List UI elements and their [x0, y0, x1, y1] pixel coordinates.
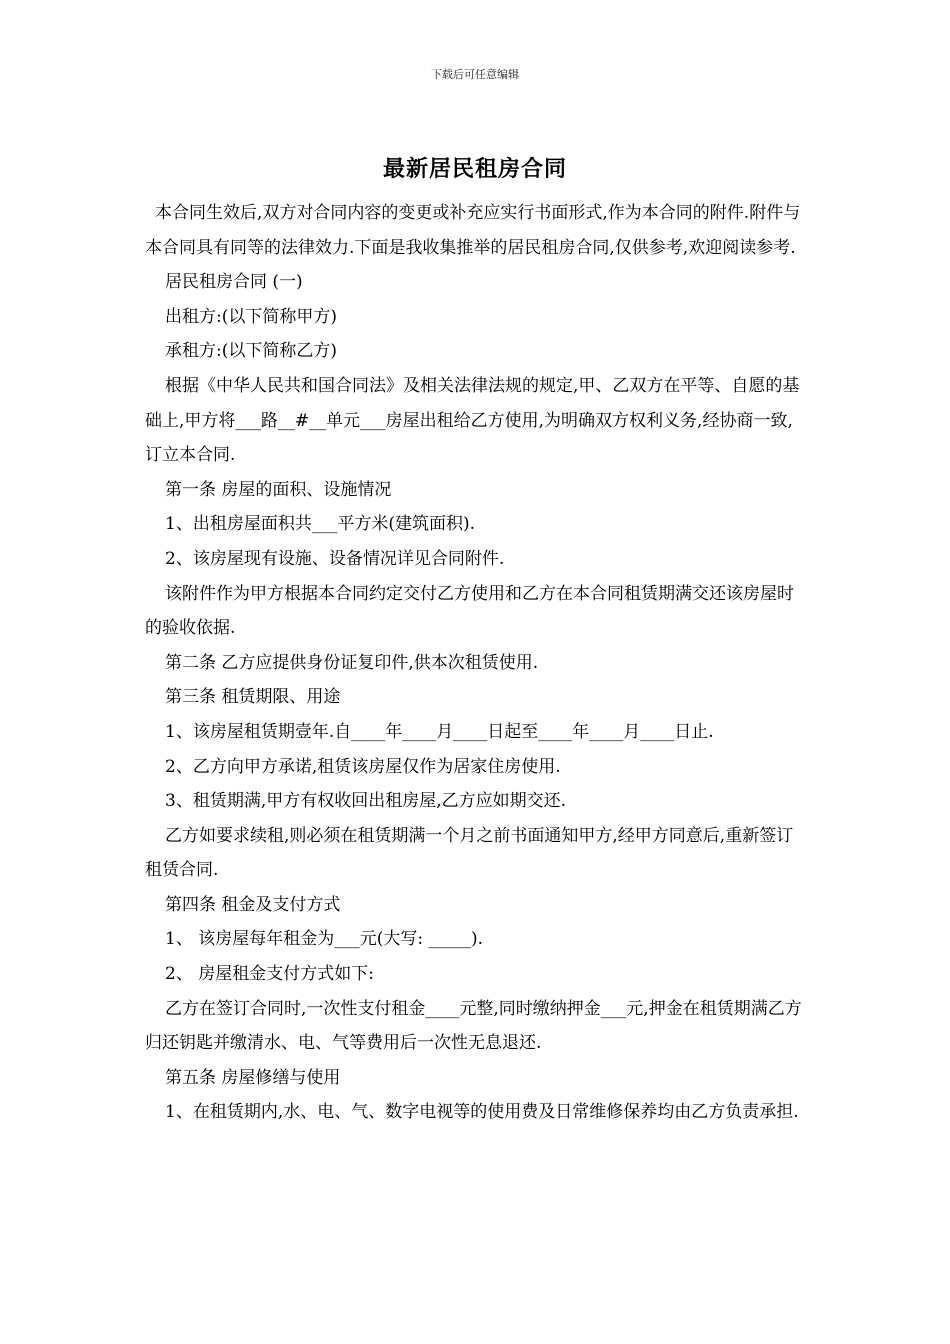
- article-1-item-2: 2、该房屋现有设施、设备情况详见合同附件.: [165, 548, 505, 569]
- document-body: [145, 196, 807, 1130]
- article-3-note: 乙方如要求续租,则必须在租赁期满一个月之前书面通知甲方,经甲方同意后,重新签订租赁合同.: [145, 825, 794, 881]
- lessee-line: 承租方:(以下简称乙方): [165, 341, 337, 362]
- document-title: 最新居民租房合同: [382, 156, 567, 182]
- article-5-heading: 第五条 房屋修缮与使用: [165, 1067, 341, 1088]
- basis-paragraph: 根据《中华人民共和国合同法》及相关法律法规的规定,甲、乙双方在平等、自愿的基础上,甲方将___路__#__单元___房屋出租给乙方使用,为明确双方权利义务,经协商一致,订立本合同.: [145, 375, 800, 466]
- article-3-heading: 第三条 租赁期限、用途: [165, 687, 341, 708]
- article-3-item-3: 3、租赁期满,甲方有权收回出租房屋,乙方应如期交还.: [165, 791, 567, 812]
- article-4-heading: 第四条 租金及支付方式: [165, 894, 341, 915]
- article-3-item-2: 2、乙方向甲方承诺,租赁该房屋仅作为居家住房使用.: [165, 756, 561, 777]
- article-4-note: 乙方在签订合同时,一次性支付租金____元整,同时缴纳押金___元,押金在租赁期满乙方归还钥匙并缴清水、电、气等费用后一次性无息退还.: [145, 998, 802, 1054]
- header-note: 下载后可任意编辑: [431, 68, 519, 81]
- article-4-item-1: 1、 该房屋每年租金为___元(大写: _____).: [165, 929, 484, 950]
- article-5-item-1: 1、在租赁期内,水、电、气、数字电视等的使用费及日常维修保养均由乙方负责承担.: [165, 1102, 799, 1123]
- article-3-item-1: 1、该房屋租赁期壹年.自____年____月____日起至____年____月____日止.: [165, 721, 714, 742]
- contract-heading: 居民租房合同 (一): [165, 272, 303, 293]
- article-1-item-1: 1、出租房屋面积共___平方米(建筑面积).: [165, 514, 475, 535]
- intro-paragraph: 本合同生效后,双方对合同内容的变更或补充应实行书面形式,作为本合同的附件.附件与本合同具有同等的法律效力.下面是我收集推举的居民租房合同,仅供参考,欢迎阅读参考.: [145, 203, 801, 258]
- article-4-item-2: 2、 房屋租金支付方式如下:: [165, 964, 374, 985]
- article-2-heading: 第二条 乙方应提供身份证复印件,供本次租赁使用.: [165, 652, 539, 673]
- article-1-note: 该附件作为甲方根据本合同约定交付乙方使用和乙方在本合同租赁期满交还该房屋时的验收依据.: [145, 583, 794, 639]
- lessor-line: 出租方:(以下简称甲方): [165, 306, 337, 327]
- article-1-heading: 第一条 房屋的面积、设施情况: [165, 479, 392, 500]
